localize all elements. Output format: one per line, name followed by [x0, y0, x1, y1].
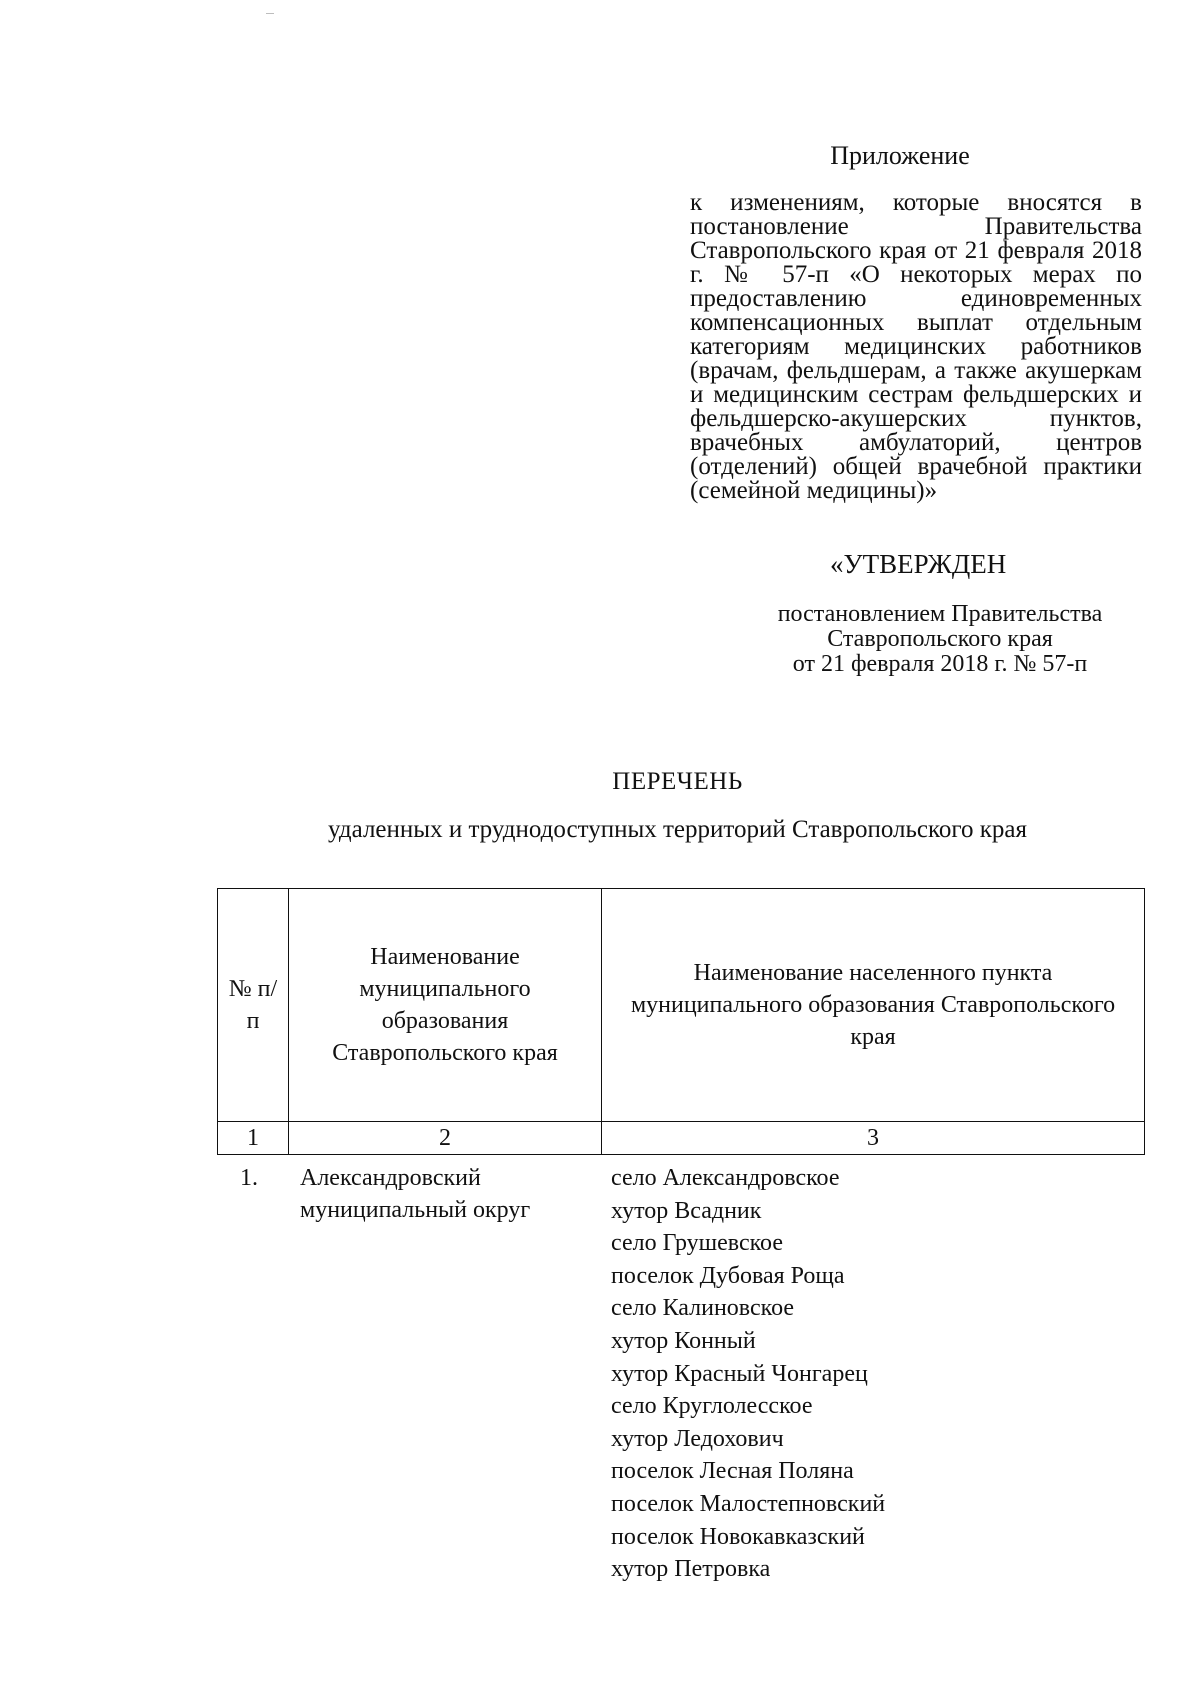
settlement-item: село Грушевское — [611, 1230, 783, 1257]
scan-artifact-mark — [266, 13, 274, 14]
row-number: 1. — [240, 1165, 258, 1191]
settlement-item: поселок Лесная Поляна — [611, 1458, 854, 1485]
table-header-row — [218, 889, 1145, 1122]
settlement-item: поселок Малостепновский — [611, 1490, 886, 1517]
settlement-item: хутор Конный — [611, 1327, 756, 1354]
settlement-item: хутор Всадник — [611, 1197, 762, 1224]
settlement-item: село Круглолесское — [611, 1393, 813, 1420]
settlement-item: хутор Красный Чонгарец — [611, 1360, 868, 1387]
appendix-title: Приложение — [830, 141, 970, 170]
settlement-item: поселок Дубовая Роща — [611, 1262, 845, 1289]
settlement-item: хутор Ледохович — [611, 1425, 784, 1452]
list-title: ПЕРЕЧЕНЬ — [612, 768, 743, 795]
approved-stamp-title: «УТВЕРЖДЕН — [830, 549, 1007, 579]
column-number-cell: 1 — [218, 1122, 289, 1155]
municipality-name: Александровский муниципальный округ — [300, 1165, 531, 1223]
approved-line: от 21 февраля 2018 г. № 57-п — [792, 651, 1088, 677]
list-subtitle: удаленных и труднодоступных территорий Ставропольского края — [327, 816, 1027, 843]
settlement-list — [611, 1162, 885, 1586]
settlement-item: хутор Петровка — [611, 1556, 771, 1583]
column-number-cell: 3 — [602, 1122, 1145, 1155]
settlement-item: село Калиновское — [611, 1295, 795, 1322]
header-cell-number: № п/п — [218, 889, 289, 1122]
approved-line: Ставропольского края — [827, 626, 1053, 652]
territories-table — [217, 888, 1145, 1155]
settlement-item: село Александровское — [611, 1165, 840, 1191]
column-number-cell: 2 — [289, 1122, 602, 1155]
settlement-item: поселок Новокавказский — [611, 1523, 865, 1550]
appendix-description: к изменениям, которые вносятся в постановление Правительства Ставропольского края от 21 февраля 2018 г. № 57-п «О некоторых мерах по предоставлению единовременных компенсационных выплат отдельным категориям медицинских работников (врачам, фельдшерам, а также акушеркам и медицинским сестрам фельдшерских и фельдшерско-акушерских пунктов, врачебных амбулаторий, центров (отделений) общей врачебной практики (семейной медицины)» — [690, 189, 1142, 504]
header-cell-municipality: Наименование муниципального образования Ставропольского края — [289, 889, 602, 1122]
approved-line: постановлением Правительства — [777, 601, 1103, 627]
column-number-row — [218, 1122, 1145, 1155]
approved-details — [740, 602, 1140, 677]
header-cell-settlement: Наименование населенного пункта муниципального образования Ставропольского края — [602, 889, 1145, 1122]
